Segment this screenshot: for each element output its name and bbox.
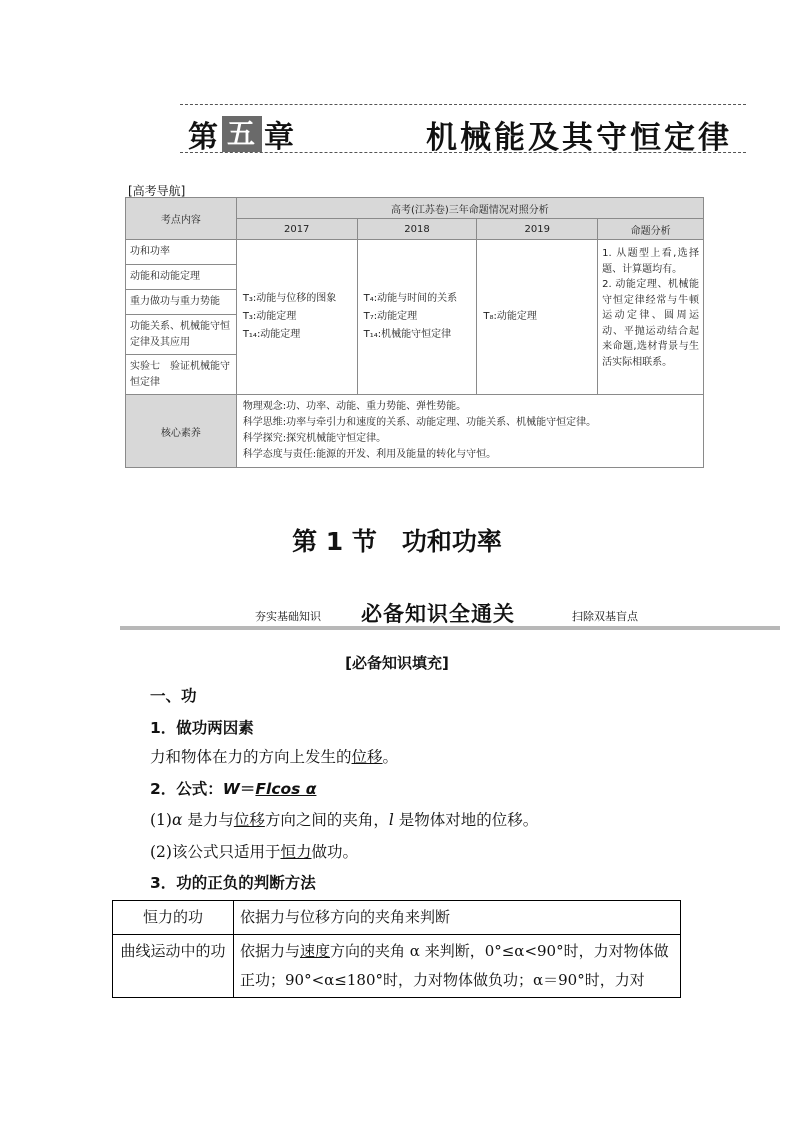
text-span: (1) [150,811,172,829]
heading-2-factors: 1．做功两因素 [150,719,254,737]
heading-1: 一、功 [150,687,197,705]
core-item: 科学态度与责任:能源的开发、利用及能量的转化与守恒。 [242,449,497,460]
text-span: 2．公式： [150,780,223,798]
core-item: 物理观念:功、功率、动能、重力势能、弹性势能。 [242,401,467,412]
core-item: 科学探究:探究机械能守恒定律。 [242,433,387,444]
section-title: 第 1 节 功和功率 [292,527,502,556]
year-2017-cell [236,240,357,395]
text-span: 做功。 [311,843,358,861]
chapter-label [188,112,296,156]
knowledge-strip [120,598,780,638]
gaokao-table [125,197,704,468]
table-cell: 恒力的功 [113,901,234,935]
text-span: 力和物体在力的方向上发生的 [150,748,352,766]
banner-bottom-rule [180,152,746,153]
underlined-answer: 位移 [233,811,265,829]
paragraph-factors [150,745,398,767]
topic-item: 功和功率 [126,240,237,265]
y2017-item: T₁₄:动能定理 [242,329,301,340]
analysis-item: 2. 动能定理、机械能守恒定律经常与牛顿运动定律、圆周运动、平抛运动结合起来命题,选材背景与生活实际相联系。 [602,279,699,368]
header-analysis-title: 高考(江苏卷)三年命题情况对照分析 [236,198,703,219]
table-cell: 曲线运动中的功 [113,935,234,998]
subhead: [必备知识填充] [345,654,449,672]
topic-item: 功能关系、机械能守恒定律及其应用 [126,315,237,355]
text-span: 依据力与 [240,942,301,960]
chapter-prefix: 第 [188,120,220,155]
header-topic: 考点内容 [126,198,237,240]
y2017-item: T₃:动能与位移的图象 [242,293,337,304]
analysis-item: 1. 从题型上看,选择题、计算题均有。 [602,248,699,275]
chapter-suffix: 章 [264,120,296,155]
text-span: 。 [382,748,399,766]
strip-right-text: 扫除双基盲点 [572,610,638,623]
underlined-answer: 速度 [300,942,331,960]
y2018-item: T₄:动能与时间的关系 [363,293,458,304]
y2018-item: T₇:动能定理 [363,311,418,322]
year-2018-cell [357,240,477,395]
topic-item: 重力做功与重力势能 [126,290,237,315]
gaokao-tag: [高考导航] [128,184,186,198]
banner-top-rule [180,104,746,105]
text-span: α [171,811,183,829]
text-span: l [388,811,394,829]
text-span: 方向的夹角 α 来判断，0°≤α<90°时，力对物体做正功；90°<α≤180°时，力对物体做负功；α＝90°时，力对 [240,942,669,989]
table-row [113,901,681,935]
heading-2-formula [150,777,316,799]
analysis-cell [598,240,704,395]
text-span: ＝ [239,780,256,798]
core-cell [236,395,703,468]
text-span: (2)该公式只适用于 [150,843,281,861]
text-span: 是力与 [182,811,234,829]
chapter-title: 机械能及其守恒定律 [426,120,732,156]
table-row [113,935,681,998]
core-label: 核心素养 [126,395,237,468]
table-cell [234,935,681,998]
y2018-item: T₁₄:机械能守恒定律 [363,329,452,340]
underlined-answer: Flcos α [255,780,317,798]
text-span: 是物体对地的位移。 [393,811,539,829]
header-year-2019: 2019 [477,219,598,240]
text-span: 方向之间的夹角， [264,811,389,829]
year-2019-cell [477,240,598,395]
header-year-2017: 2017 [236,219,357,240]
y2019-item: T₈:动能定理 [483,311,537,322]
strip-left-text: 夯实基础知识 [255,610,321,623]
header-year-2018: 2018 [357,219,477,240]
heading-2-sign: 3．功的正负的判断方法 [150,874,316,892]
paragraph-formula-2 [150,840,358,862]
text-span: W [222,780,240,798]
topic-item: 实验七 验证机械能守恒定律 [126,355,237,395]
core-item: 科学思维:功率与牵引力和速度的关系、动能定理、功能关系、机械能守恒定律。 [242,417,597,428]
sign-table [112,900,681,998]
chapter-banner [180,104,746,156]
table-cell: 依据力与位移方向的夹角来判断 [234,901,681,935]
header-mingti: 命题分析 [598,219,704,240]
underlined-answer: 位移 [351,748,383,766]
paragraph-formula-1 [150,808,538,830]
y2017-item: T₃:动能定理 [242,311,297,322]
chapter-number: 五 [222,116,262,152]
strip-main-text: 必备知识全通关 [361,602,515,626]
underlined-answer: 恒力 [280,843,312,861]
topic-item: 动能和动能定理 [126,265,237,290]
